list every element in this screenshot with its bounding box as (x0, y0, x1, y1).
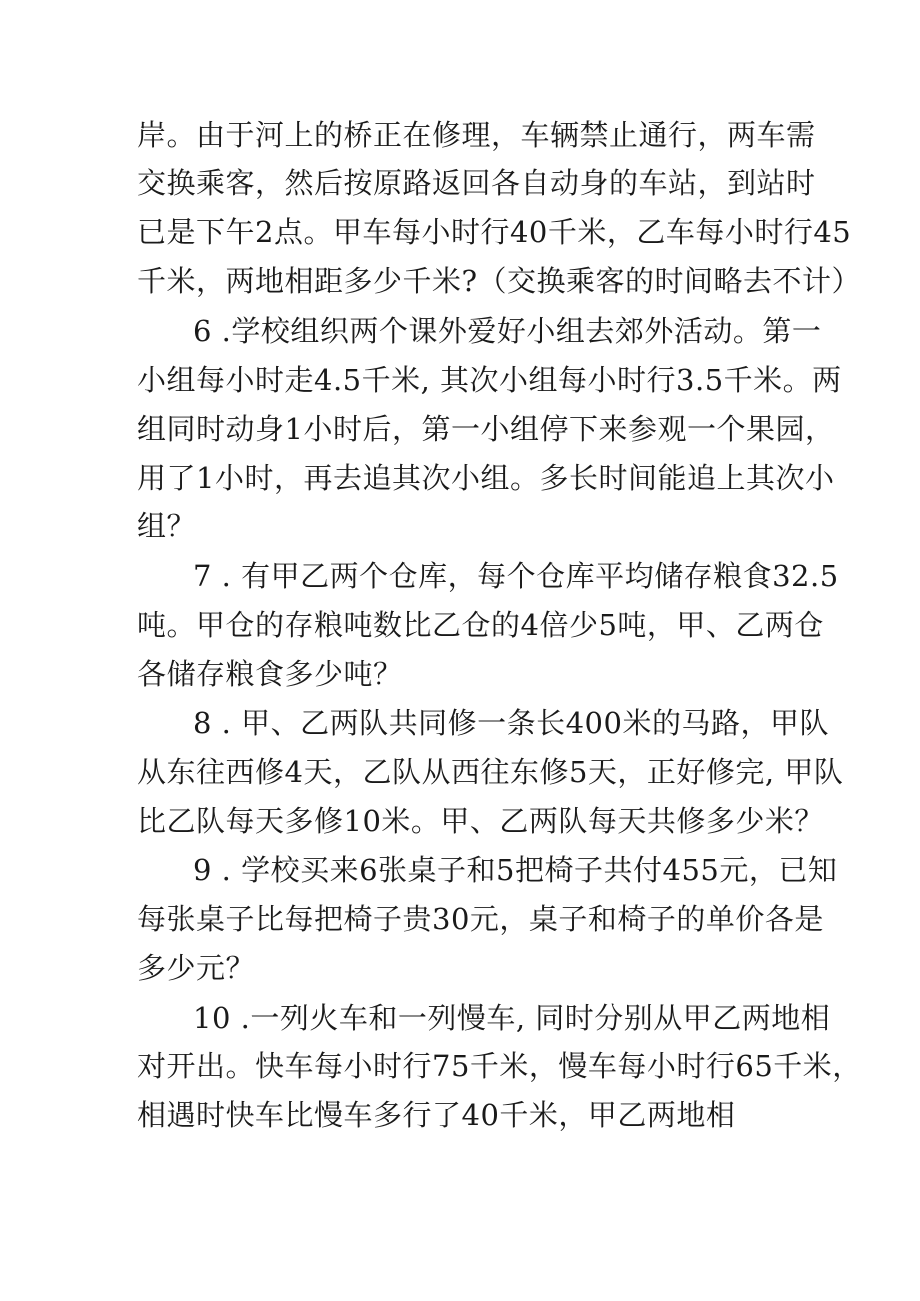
text-line: 组同时动身1小时后，第一小组停下来参观一个果园， (137, 412, 835, 446)
text-line: 千米，两地相距多少千米?（交换乘客的时间略去不计） (137, 264, 862, 298)
text-line: 相遇时快车比慢车多行了40千米，甲乙两地相 (137, 1098, 736, 1132)
text-line: 各储存粮食多少吨？ (137, 657, 403, 691)
text-line: 从东往西修4天，乙队从西往东修5天，正好修完, 甲队 (137, 755, 844, 789)
question-10-first-line: 10 .一列火车和一列慢车, 同时分别从甲乙两地相 (193, 1001, 831, 1035)
text-line: 每张桌子比每把椅子贵30元，桌子和椅子的单价各是 (137, 902, 824, 936)
text-line: 组？ (137, 509, 197, 543)
text-line: 用了1小时，再去追其次小组。多长时间能追上其次小 (137, 461, 835, 495)
question-6-first-line: 6 .学校组织两个课外爱好小组去郊外活动。第一 (193, 314, 822, 348)
question-7-first-line: 7 . 有甲乙两个仓库，每个仓库平均储存粮食32.5 (193, 559, 839, 593)
text-line: 小组每小时走4.5千米, 其次小组每小时行3.5千米。两 (137, 363, 842, 397)
text-line: 多少元？ (137, 951, 256, 985)
text-line: 对开出。快车每小时行75千米，慢车每小时行65千米， (137, 1049, 862, 1083)
text-line: 比乙队每天多修10米。甲、乙两队每天共修多少米？ (137, 804, 824, 838)
text-line: 吨。甲仓的存粮吨数比乙仓的4倍少5吨，甲、乙两仓 (137, 608, 824, 642)
question-9-first-line: 9 . 学校买来6张桌子和5把椅子共付455元，已知 (193, 853, 838, 887)
text-line: 岸。由于河上的桥正在修理，车辆禁止通行，两车需 (137, 118, 816, 152)
text-line: 交换乘客，然后按原路返回各自动身的车站，到站时 (137, 166, 816, 200)
text-line: 已是下午2点。甲车每小时行40千米，乙车每小时行45 (137, 215, 852, 249)
question-8-first-line: 8 . 甲、乙两队共同修一条长400米的马路，甲队 (193, 706, 829, 740)
